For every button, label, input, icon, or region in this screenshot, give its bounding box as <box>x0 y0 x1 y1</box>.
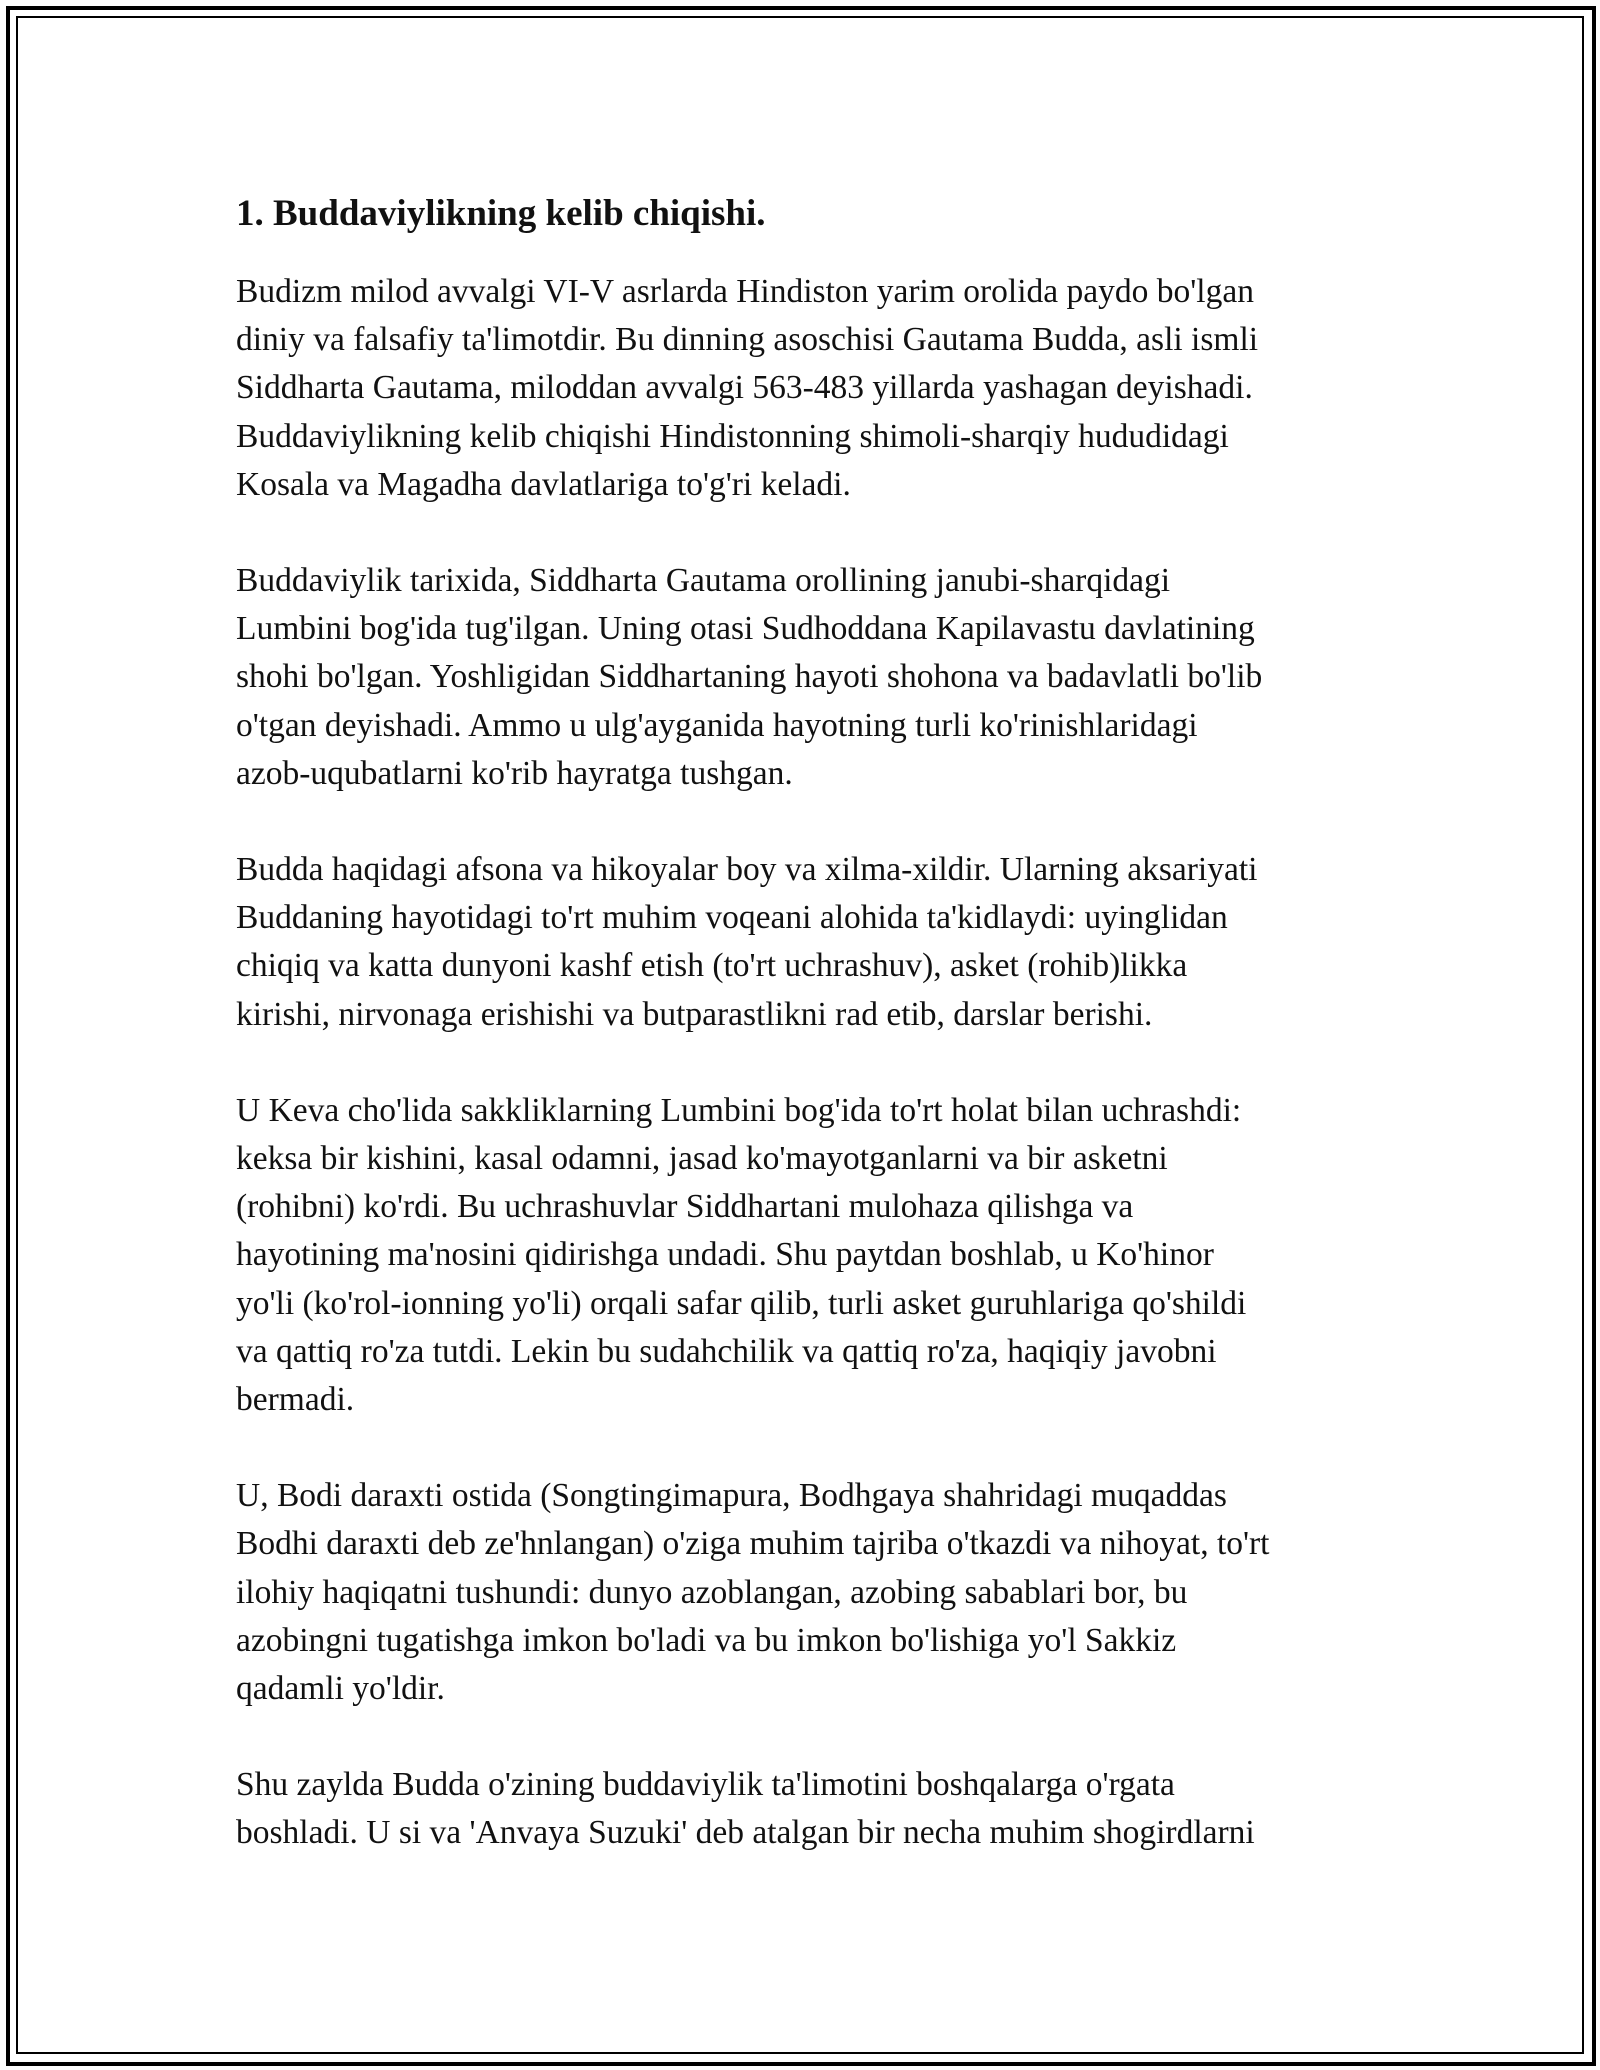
text-line: kirishi, nirvonaga erishishi va butparastlikni rad etib, darslar berishi. <box>236 995 1153 1033</box>
text-line: boshladi. U si va 'Anvaya Suzuki' deb atalgan bir necha muhim shogirdlarni <box>236 1814 1255 1852</box>
text-line: (rohibni) ko'rdi. Bu uchrashuvlar Siddhartani mulohaza qilishga va <box>236 1188 1134 1226</box>
paragraph-5 <box>236 1472 1386 1713</box>
text-line: U Keva cho'lida sakkliklarning Lumbini bog'ida to'rt holat bilan uchrashdi: <box>236 1091 1242 1129</box>
text-line: hayotining ma'nosini qidirishga undadi. Shu paytdan boshlab, u Ko'hinor <box>236 1236 1214 1274</box>
text-line: va qattiq ro'za tutdi. Lekin bu sudahchilik va qattiq ro'za, haqiqiy javobni <box>236 1332 1217 1370</box>
paragraph-2 <box>236 557 1386 798</box>
text-line: shohi bo'lgan. Yoshligidan Siddhartaning hayoti shohona va badavlatli bo'lib <box>236 658 1263 696</box>
document-body <box>236 190 1386 1906</box>
text-line: Kosala va Magadha davlatlariga to'g'ri keladi. <box>236 465 851 503</box>
text-line: qadamli yo'ldir. <box>236 1670 445 1708</box>
section-heading: 1. Buddaviylikning kelib chiqishi. <box>236 193 766 234</box>
paragraph-1 <box>236 268 1386 509</box>
text-line: Shu zaylda Budda o'zining buddaviylik ta'limotini boshqalarga o'rgata <box>236 1766 1175 1804</box>
paragraph-4 <box>236 1087 1386 1424</box>
text-line: yo'li (ko'rol-ionning yo'li) orqali safar qilib, turli asket guruhlariga qo'shildi <box>236 1284 1247 1322</box>
text-line: Bodhi daraxti deb ze'hnlangan) o'ziga muhim tajriba o'tkazdi va nihoyat, to'rt <box>236 1525 1270 1563</box>
text-line: Lumbini bog'ida tug'ilgan. Uning otasi Sudhoddana Kapilavastu davlatining <box>236 610 1255 648</box>
text-line: Budizm milod avvalgi VI-V asrlarda Hindiston yarim orolida paydo bo'lgan <box>236 273 1254 310</box>
text-line: Budda haqidagi afsona va hikoyalar boy va xilma-xildir. Ularning aksariyati <box>236 851 1258 889</box>
text-line: chiqiq va katta dunyoni kashf etish (to'rt uchrashuv), asket (rohib)likka <box>236 947 1188 985</box>
text-line: Siddharta Gautama, miloddan avvalgi 563-483 yillarda yashagan deyishadi. <box>236 369 1253 407</box>
text-line: U, Bodi daraxti ostida (Songtingimapura, Bodhgaya shahridagi muqaddas <box>236 1477 1227 1515</box>
text-line: Buddaning hayotidagi to'rt muhim voqeani alohida ta'kidlaydi: uyinglidan <box>236 899 1228 937</box>
text-line: azob-uqubatlarni ko'rib hayratga tushgan. <box>236 754 793 792</box>
text-line: o'tgan deyishadi. Ammo u ulg'ayganida hayotning turli ko'rinishlaridagi <box>236 706 1198 744</box>
text-line: keksa bir kishini, kasal odamni, jasad ko'mayotganlarni va bir asketni <box>236 1140 1168 1178</box>
text-line: azobingni tugatishga imkon bo'ladi va bu imkon bo'lishiga yo'l Sakkiz <box>236 1621 1177 1659</box>
text-line: bermadi. <box>236 1381 355 1419</box>
text-line: diniy va falsafiy ta'limotdir. Bu dinning asoschisi Gautama Budda, asli ismli <box>236 321 1259 359</box>
text-line: Buddaviylikning kelib chiqishi Hindistonning shimoli-sharqiy hududidagi <box>236 417 1229 455</box>
paragraph-6 <box>236 1761 1386 1857</box>
text-line: Buddaviylik tarixida, Siddharta Gautama orollining janubi-sharqidagi <box>236 562 1171 600</box>
text-line: ilohiy haqiqatni tushundi: dunyo azoblangan, azobing sabablari bor, bu <box>236 1573 1188 1611</box>
paragraph-3 <box>236 846 1386 1039</box>
